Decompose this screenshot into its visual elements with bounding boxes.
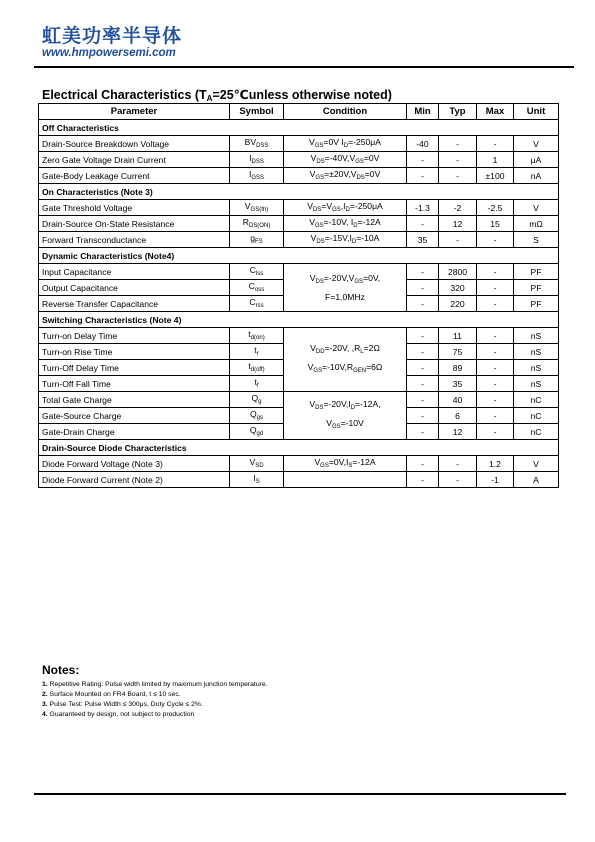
unit-cell: nA	[514, 168, 559, 184]
unit-cell: nS	[514, 328, 559, 344]
max-cell: -2.5	[477, 200, 514, 216]
symbol-cell: $Q_{gs}$	[230, 408, 284, 424]
condition-cell: $V_{GS}=0V$ $I_D=-250\mu A$	[284, 136, 407, 152]
table-row	[39, 216, 559, 232]
unit-cell: V	[514, 136, 559, 152]
max-cell: -	[477, 264, 514, 280]
typ-cell: 2800	[439, 264, 477, 280]
typ-cell: 11	[439, 328, 477, 344]
min-cell: -	[407, 408, 439, 424]
max-cell: -	[477, 408, 514, 424]
max-cell: -	[477, 392, 514, 408]
condition-cell: $V_{DS}=-15V,I_D=-10A$	[284, 232, 407, 248]
symbol-cell: $t_r$	[230, 344, 284, 360]
typ-cell: -	[439, 168, 477, 184]
condition-cell: $V_{DS}=-20V,V_{GS}=0V$, F=1.0MHz	[284, 264, 407, 312]
brand-chinese-name: 虹美功率半导体	[42, 25, 183, 47]
symbol-cell: $t_{d(off)}$	[230, 360, 284, 376]
unit-cell: PF	[514, 280, 559, 296]
unit-cell: nC	[514, 392, 559, 408]
typ-cell: 40	[439, 392, 477, 408]
brand-url: www.hmpowersemi.com	[42, 47, 176, 59]
symbol-cell: $t_f$	[230, 376, 284, 392]
min-cell: -	[407, 264, 439, 280]
brand-logo	[42, 25, 182, 60]
unit-cell: mΩ	[514, 216, 559, 232]
max-cell: -1	[477, 472, 514, 488]
unit-cell: S	[514, 232, 559, 248]
condition-cell: $V_{DS}=-20V,I_D=-12A$, $V_{GS}=-10V$	[284, 392, 407, 440]
min-cell: -	[407, 168, 439, 184]
min-cell: -	[407, 472, 439, 488]
max-cell: 1.2	[477, 456, 514, 472]
parameter-cell: Forward Transconductance	[39, 232, 230, 248]
parameter-cell: Turn-on Delay Time	[39, 328, 230, 344]
min-cell: -1.3	[407, 200, 439, 216]
symbol-cell: $C_{rss}$	[230, 296, 284, 312]
unit-cell: nS	[514, 344, 559, 360]
parameter-cell: Zero Gate Voltage Drain Current	[39, 152, 230, 168]
table-row	[39, 232, 559, 248]
min-cell: -	[407, 152, 439, 168]
max-cell: -	[477, 360, 514, 376]
min-cell: -	[407, 280, 439, 296]
typ-cell: -	[439, 456, 477, 472]
max-cell: -	[477, 376, 514, 392]
parameter-cell: Turn-Off Delay Time	[39, 360, 230, 376]
table-header-row	[39, 104, 559, 120]
notes-title: Notes:	[42, 663, 80, 677]
symbol-cell: $g_{FS}$	[230, 232, 284, 248]
condition-cell: $V_{DS}=-40V,V_{GS}=0V$	[284, 152, 407, 168]
min-cell: -40	[407, 136, 439, 152]
typ-cell: -	[439, 232, 477, 248]
symbol-cell: $I_{DSS}$	[230, 152, 284, 168]
header-parameter: Parameter	[39, 104, 230, 120]
section-row-off: Off Characteristics	[39, 120, 559, 136]
min-cell: -	[407, 456, 439, 472]
min-cell: -	[407, 392, 439, 408]
section-row-diode: Drain-Source Diode Characteristics	[39, 440, 559, 456]
min-cell: -	[407, 344, 439, 360]
min-cell: -	[407, 328, 439, 344]
condition-cell: $V_{GS}=\pm 20V,V_{DS}=0V$	[284, 168, 407, 184]
condition-cell: $V_{DD}=-20V$, $,R_L=2\Omega$ $V_{GS}=-10V,R_{GEN}=6\Omega$	[284, 328, 407, 392]
typ-cell: 12	[439, 424, 477, 440]
unit-cell: nS	[514, 360, 559, 376]
parameter-cell: Gate-Drain Charge	[39, 424, 230, 440]
symbol-cell: $I_S$	[230, 472, 284, 488]
note-item: 1. Repetitive Rating: Pulse width limited by maximum junction temperature.	[42, 681, 268, 688]
header-min: Min	[407, 104, 439, 120]
parameter-cell: Turn-on Rise Time	[39, 344, 230, 360]
typ-cell: 35	[439, 376, 477, 392]
table-row	[39, 472, 559, 488]
typ-cell: 12	[439, 216, 477, 232]
parameter-cell: Diode Forward Current (Note 2)	[39, 472, 230, 488]
parameter-cell: Input Capacitance	[39, 264, 230, 280]
max-cell: -	[477, 424, 514, 440]
note-item: 2. Surface Mounted on FR4 Board, t ≤ 10 sec.	[42, 691, 181, 698]
typ-cell: 220	[439, 296, 477, 312]
symbol-cell: $R_{DS(ON)}$	[230, 216, 284, 232]
section-row-switching: Switching Characteristics (Note 4)	[39, 312, 559, 328]
unit-cell: PF	[514, 296, 559, 312]
table-row	[39, 456, 559, 472]
section-title: Electrical Characteristics ($T_A=25℃unless$ otherwise noted)	[42, 88, 392, 103]
unit-cell: nC	[514, 424, 559, 440]
symbol-cell: $C_{lss}$	[230, 264, 284, 280]
parameter-cell: Total Gate Charge	[39, 392, 230, 408]
header-divider	[34, 66, 574, 68]
max-cell: ±100	[477, 168, 514, 184]
note-item: 3. Pulse Test: Pulse Width ≤ 300μs, Duty Cycle ≤ 2%.	[42, 701, 203, 708]
typ-cell: 6	[439, 408, 477, 424]
unit-cell: V	[514, 200, 559, 216]
max-cell: 15	[477, 216, 514, 232]
min-cell: -	[407, 360, 439, 376]
typ-cell: -2	[439, 200, 477, 216]
notes-section	[42, 663, 562, 720]
max-cell: -	[477, 296, 514, 312]
parameter-cell: Turn-Off Fall Time	[39, 376, 230, 392]
max-cell: -	[477, 280, 514, 296]
symbol-cell: $Q_g$	[230, 392, 284, 408]
header-unit: Unit	[514, 104, 559, 120]
min-cell: -	[407, 296, 439, 312]
parameter-cell: Gate-Body Leakage Current	[39, 168, 230, 184]
parameter-cell: Drain-Source Breakdown Voltage	[39, 136, 230, 152]
table-row	[39, 152, 559, 168]
table-row	[39, 264, 559, 280]
unit-cell: PF	[514, 264, 559, 280]
table-row	[39, 392, 559, 408]
condition-cell	[284, 472, 407, 488]
table-row	[39, 200, 559, 216]
min-cell: -	[407, 216, 439, 232]
parameter-cell: Gate Threshold Voltage	[39, 200, 230, 216]
min-cell: 35	[407, 232, 439, 248]
unit-cell: V	[514, 456, 559, 472]
max-cell: 1	[477, 152, 514, 168]
typ-cell: -	[439, 136, 477, 152]
symbol-cell: $C_{oss}$	[230, 280, 284, 296]
parameter-cell: Gate-Source Charge	[39, 408, 230, 424]
min-cell: -	[407, 424, 439, 440]
header-condition: Condition	[284, 104, 407, 120]
header-typ: Typ	[439, 104, 477, 120]
table-row	[39, 328, 559, 344]
unit-cell: nC	[514, 408, 559, 424]
max-cell: -	[477, 232, 514, 248]
table-row	[39, 168, 559, 184]
electrical-characteristics-table	[38, 103, 559, 488]
unit-cell: μA	[514, 152, 559, 168]
parameter-cell: Diode Forward Voltage (Note 3)	[39, 456, 230, 472]
section-row-on: On Characteristics (Note 3)	[39, 184, 559, 200]
footer-divider	[34, 793, 566, 795]
header-max: Max	[477, 104, 514, 120]
symbol-cell: $V_{SD}$	[230, 456, 284, 472]
typ-cell: 89	[439, 360, 477, 376]
max-cell: -	[477, 136, 514, 152]
symbol-cell: $Q_{gd}$	[230, 424, 284, 440]
condition-cell: $V_{DS}=V_{GS},I_D=-250\mu A$	[284, 200, 407, 216]
symbol-cell: $BV_{DSS}$	[230, 136, 284, 152]
typ-cell: -	[439, 152, 477, 168]
condition-cell: $V_{GS}=0V,I_S=-12A$	[284, 456, 407, 472]
parameter-cell: Reverse Transfer Capacitance	[39, 296, 230, 312]
max-cell: -	[477, 344, 514, 360]
min-cell: -	[407, 376, 439, 392]
symbol-cell: $t_{d(on)}$	[230, 328, 284, 344]
unit-cell: A	[514, 472, 559, 488]
unit-cell: nS	[514, 376, 559, 392]
condition-cell: $V_{GS}=-10V$, $I_D=-12A$	[284, 216, 407, 232]
parameter-cell: Drain-Source On-State Resistance	[39, 216, 230, 232]
max-cell: -	[477, 328, 514, 344]
symbol-cell: $I_{GSS}$	[230, 168, 284, 184]
typ-cell: 75	[439, 344, 477, 360]
note-item: 4. Guaranteed by design, not subject to production	[42, 711, 195, 718]
typ-cell: -	[439, 472, 477, 488]
parameter-cell: Output Capacitance	[39, 280, 230, 296]
header-symbol: Symbol	[230, 104, 284, 120]
typ-cell: 320	[439, 280, 477, 296]
table-row	[39, 136, 559, 152]
section-row-dynamic: Dynamic Characteristics (Note4)	[39, 248, 559, 264]
symbol-cell: $V_{GS(th)}$	[230, 200, 284, 216]
